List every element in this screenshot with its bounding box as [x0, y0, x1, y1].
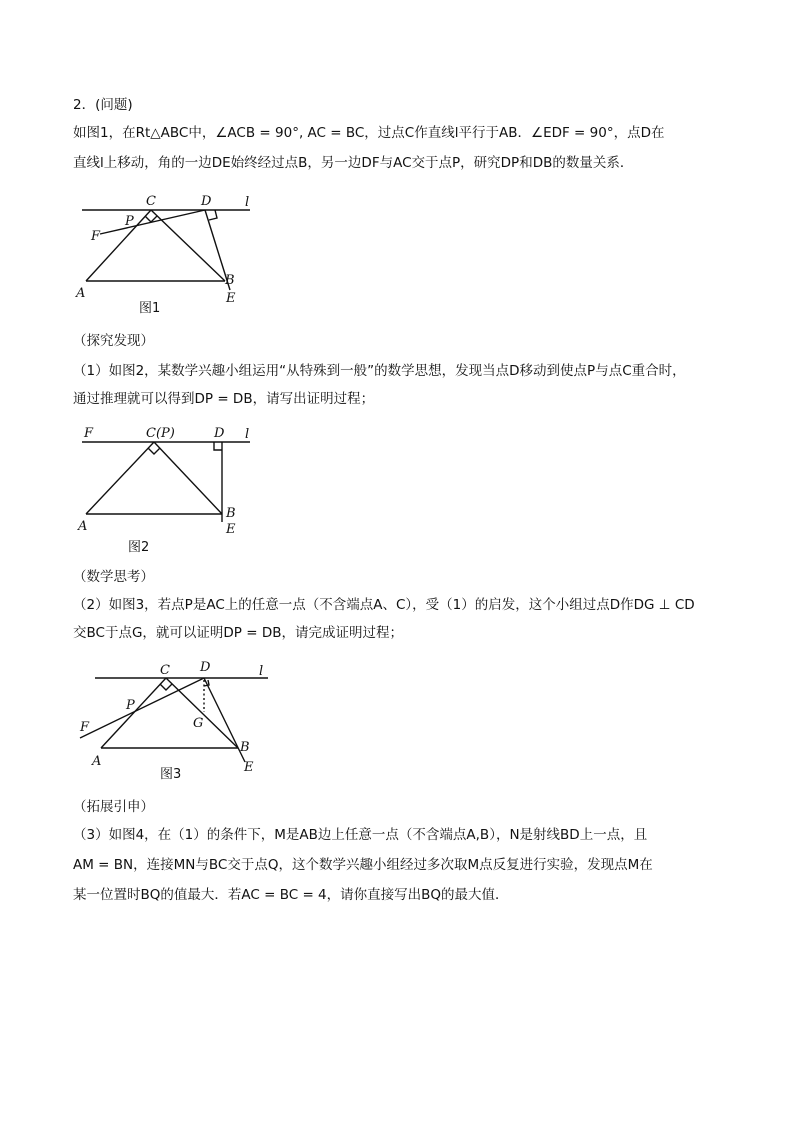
label-C: C	[146, 194, 156, 209]
label-l: l	[245, 427, 250, 442]
figure-2-caption: 图2	[128, 540, 150, 555]
label-F: F	[91, 229, 101, 244]
segment-CB	[166, 678, 238, 748]
label-D: D	[214, 426, 225, 441]
label-D: D	[201, 194, 212, 209]
label-D: D	[200, 660, 211, 675]
label-CP: C(P)	[146, 426, 175, 441]
label-B: B	[240, 740, 250, 755]
label-B: B	[226, 506, 236, 521]
label-F: F	[80, 720, 90, 735]
label-A: A	[76, 286, 86, 301]
label-E: E	[226, 522, 236, 537]
label-P: P	[125, 214, 134, 229]
label-A: A	[92, 754, 102, 769]
section-1-heading: （探究发现）	[73, 333, 154, 349]
problem-intro-line-1: 如图1，在Rt△ABC中，∠ACB = 90°, AC = BC，过点C作直线l平行于AB．∠EDF = 90°，点D在	[73, 125, 665, 141]
label-P: P	[126, 698, 135, 713]
label-l: l	[245, 195, 250, 210]
segment-DF	[80, 678, 204, 738]
section-1-line-2: 通过推理就可以得到DP = DB，请写出证明过程；	[73, 391, 375, 407]
problem-number: 2．(问题)	[73, 97, 133, 113]
section-3-line-2: AM = BN，连接MN与BC交于点Q，这个数学兴趣小组经过多次取M点反复进行实验，发现点M在	[73, 857, 653, 873]
right-angle-C	[160, 684, 172, 690]
label-F: F	[84, 426, 94, 441]
problem-intro-line-2: 直线l上移动，角的一边DE始终经过点B，另一边DF与AC交于点P，研究DP和DB的数量关系．	[73, 155, 634, 171]
section-2-line-2: 交BC于点G，就可以证明DP = DB，请完成证明过程；	[73, 625, 403, 641]
figure-1-caption: 图1	[139, 301, 161, 316]
label-l: l	[259, 664, 264, 679]
segment-AC	[101, 678, 166, 748]
label-A: A	[78, 519, 88, 534]
label-E: E	[244, 760, 254, 775]
section-3-line-1: （3）如图4，在（1）的条件下，M是AB边上任意一点（不含端点A,B），N是射线BD上一点，且	[73, 827, 648, 843]
section-3-heading: （拓展引申）	[73, 799, 154, 815]
figure-3-caption: 图3	[160, 767, 182, 782]
section-3-line-3: 某一位置时BQ的值最大．若AC = BC = 4，请你直接写出BQ的最大值．	[73, 887, 509, 903]
section-2-line-1: （2）如图3，若点P是AC上的任意一点（不含端点A、C），受（1）的启发，这个小组过点D作DG ⊥ CD	[73, 597, 695, 613]
label-E: E	[226, 291, 236, 306]
label-G: G	[193, 716, 204, 731]
section-2-heading: （数学思考）	[73, 569, 154, 585]
section-1-line-1: （1）如图2，某数学兴趣小组运用“从特殊到一般”的数学思想，发现当点D移动到使点P与点C重合时，	[73, 363, 686, 379]
label-B: B	[225, 273, 235, 288]
label-C: C	[160, 663, 170, 678]
